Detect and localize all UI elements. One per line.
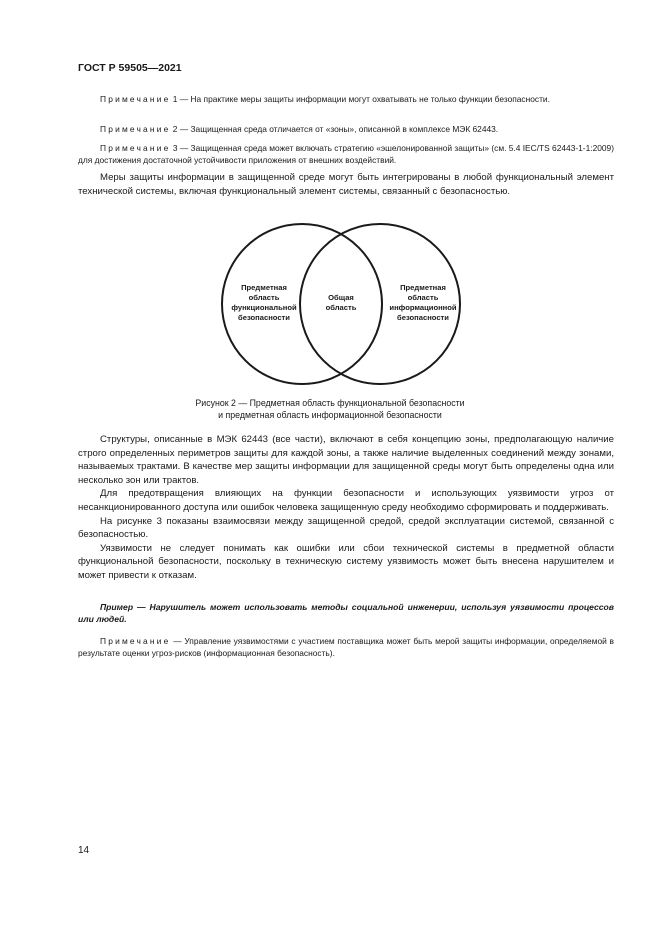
example-text: Пример — Нарушитель может использовать методы социальной инженерии, используя уязвимости процессов или людей.	[78, 602, 614, 624]
paragraph: Для предотвращения влияющих на функции безопасности и использующих уязвимости угроз от несанкционированного доступа или ошибок человека защищенную среду необходимо сформировать и поддерживать.	[78, 488, 614, 513]
note-text: 2 — Защищенная среда отличается от «зоны», описанной в комплексе МЭК 62443.	[170, 124, 499, 134]
intro-paragraph	[78, 171, 614, 198]
right-label-line: Предметная	[400, 283, 446, 292]
left-label-line: область	[248, 293, 280, 302]
note-label: Примечание	[100, 124, 171, 134]
note-label: Примечание	[100, 94, 171, 104]
main-text	[78, 433, 614, 583]
figure-caption	[120, 397, 540, 421]
note-3	[78, 143, 614, 166]
page-number: 14	[78, 845, 90, 856]
note-label: Примечание	[100, 636, 171, 646]
caption-line: и предметная область информационной безопасности	[218, 410, 442, 420]
note-text: 1 — На практике меры защиты информации могут охватывать не только функции безопасности.	[170, 94, 550, 104]
final-note	[78, 636, 614, 659]
paragraph: Уязвимости не следует понимать как ошибки или сбои технической системы в предметной области функциональной безопасности, поскольку в техническую систему уязвимость может быть внесена нарушителем и может привести к отказам.	[78, 542, 614, 581]
right-label-line: безопасности	[397, 313, 449, 322]
right-label-line: информационной	[389, 303, 457, 312]
left-label-line: безопасности	[238, 313, 290, 322]
note-2	[78, 124, 614, 136]
note-label: Примечание	[100, 143, 171, 153]
right-label-line: область	[407, 293, 439, 302]
caption-line: Рисунок 2 — Предметная область функциональной безопасности	[195, 398, 465, 408]
document-header: ГОСТ Р 59505—2021	[78, 62, 182, 74]
left-label-line: функциональной	[231, 303, 297, 312]
note-text: 3 — Защищенная среда может включать стратегию «эшелонированной защиты» (см. 5.4 IEC/TS 62443-1-1:2009) для достижения достаточной устойчивости приложения от внешних воздействий.	[78, 143, 614, 165]
left-label-line: Предметная	[241, 283, 287, 292]
note-1	[78, 94, 614, 106]
venn-diagram	[210, 220, 475, 390]
center-label-line: область	[325, 303, 357, 312]
note-text: — Управление уязвимостями с участием поставщика может быть мерой защиты информации, определяемой в результате оценки угроз-рисков (информационная безопасность).	[78, 636, 614, 658]
paragraph-text: Меры защиты информации в защищенной среде могут быть интегрированы в любой функциональный элемент технической системы, включая функциональный элемент системы, связанный с безопасностью.	[78, 172, 614, 197]
paragraph: На рисунке 3 показаны взаимосвязи между защищенной средой, средой эксплуатации системой, связанной с безопасностью.	[78, 515, 614, 541]
center-label-line: Общая	[328, 293, 354, 302]
paragraph: Структуры, описанные в МЭК 62443 (все части), включают в себя концепцию зоны, предполагающую наличие строго определенных периметров защиты для каждой зоны, а также наличие выделенных соединений между зонами, называемых трактами. В качестве мер защиты информации для защищенной среды могут быть определены одна или несколько зон или трактов.	[78, 434, 614, 486]
